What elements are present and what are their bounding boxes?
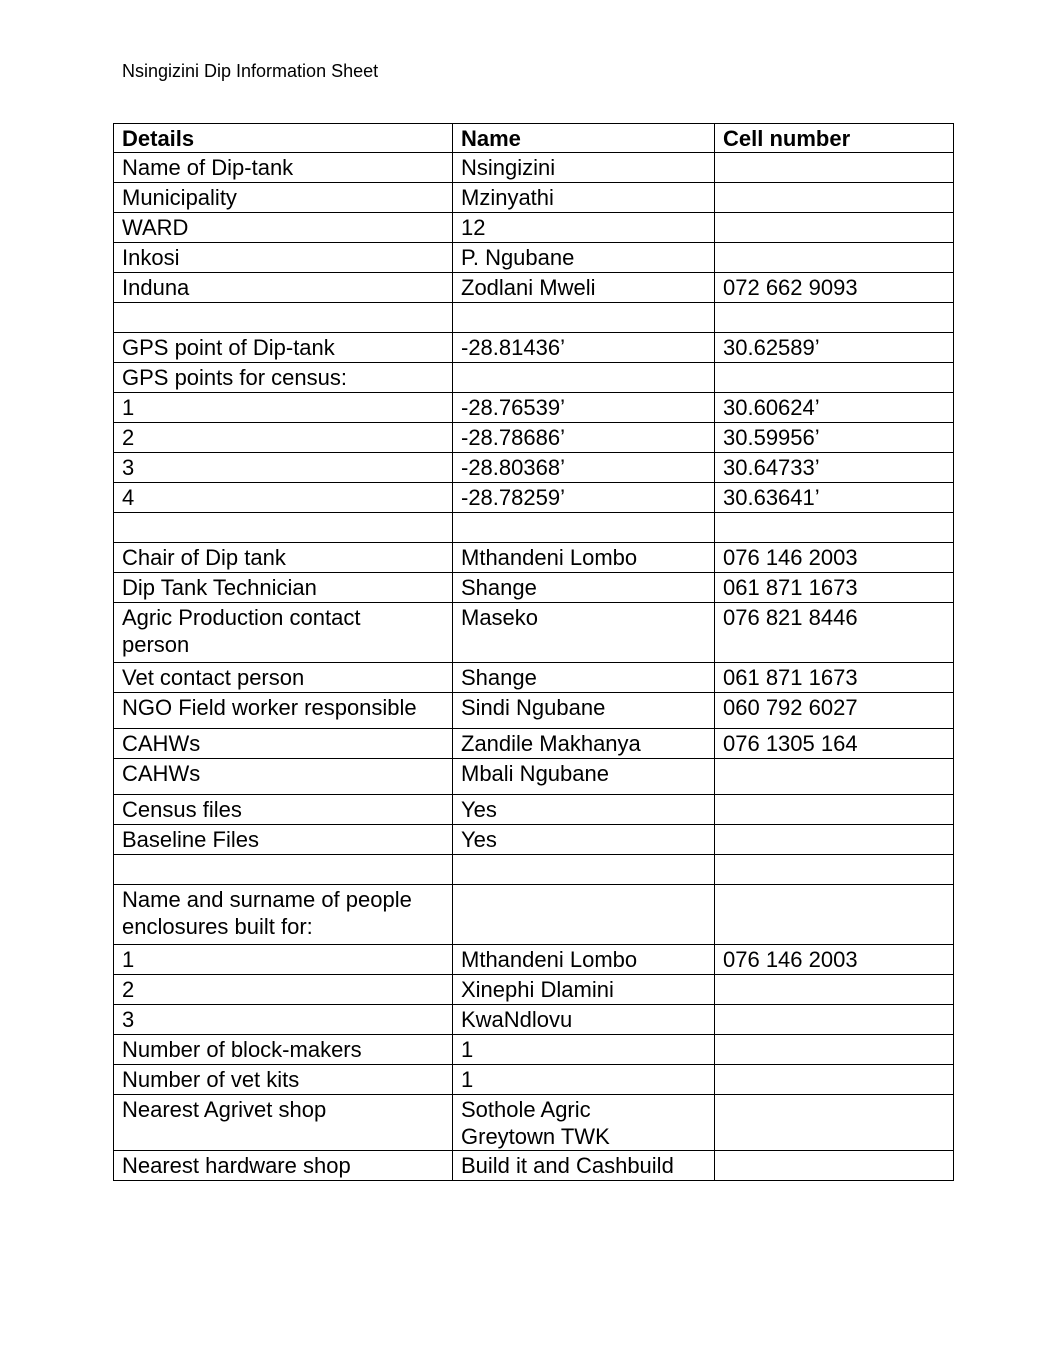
cell-number-cell: 30.60624’ (715, 393, 954, 423)
name-cell: P. Ngubane (453, 243, 715, 273)
name-cell: -28.78259’ (453, 483, 715, 513)
cell-number-cell (715, 183, 954, 213)
detail-cell (114, 303, 453, 333)
detail-cell: 4 (114, 483, 453, 513)
table-body (114, 153, 954, 1181)
table-row (114, 483, 954, 513)
detail-cell: Name and surname of people enclosures built for: (114, 885, 453, 945)
cell-number-cell (715, 213, 954, 243)
cell-number-cell (715, 1005, 954, 1035)
cell-number-cell: 061 871 1673 (715, 573, 954, 603)
cell-number-cell: 30.63641’ (715, 483, 954, 513)
name-cell: Yes (453, 795, 715, 825)
detail-cell: GPS point of Dip-tank (114, 333, 453, 363)
cell-number-cell (715, 759, 954, 795)
name-cell (453, 885, 715, 945)
sheet-title: Nsingizini Dip Information Sheet (122, 61, 379, 81)
detail-cell: Name of Dip-tank (114, 153, 453, 183)
name-cell: Maseko (453, 603, 715, 663)
header-details: Details (114, 124, 453, 153)
cell-number-cell: 30.64733’ (715, 453, 954, 483)
name-cell: Sindi Ngubane (453, 693, 715, 729)
detail-cell: Baseline Files (114, 825, 453, 855)
detail-cell: 1 (114, 945, 453, 975)
detail-cell: WARD (114, 213, 453, 243)
table-row (114, 273, 954, 303)
detail-cell: CAHWs (114, 759, 453, 795)
name-cell: 12 (453, 213, 715, 243)
cell-number-cell: 076 1305 164 (715, 729, 954, 759)
cell-number-cell (715, 1095, 954, 1151)
name-cell: Shange (453, 573, 715, 603)
cell-number-cell (715, 1151, 954, 1181)
table-row (114, 213, 954, 243)
detail-cell: GPS points for census: (114, 363, 453, 393)
table-row (114, 825, 954, 855)
table-row (114, 945, 954, 975)
table-row (114, 573, 954, 603)
detail-cell: Dip Tank Technician (114, 573, 453, 603)
table-row (114, 795, 954, 825)
name-cell: Mbali Ngubane (453, 759, 715, 795)
name-cell (453, 855, 715, 885)
table-row (114, 453, 954, 483)
detail-cell: Agric Production contact person (114, 603, 453, 663)
table-row (114, 243, 954, 273)
info-table (113, 123, 954, 1181)
detail-cell: Number of vet kits (114, 1065, 453, 1095)
detail-cell: Nearest Agrivet shop (114, 1095, 453, 1151)
cell-number-cell (715, 885, 954, 945)
table-row (114, 333, 954, 363)
detail-cell: Vet contact person (114, 663, 453, 693)
header-name: Name (453, 124, 715, 153)
table-row (114, 603, 954, 663)
cell-number-cell (715, 363, 954, 393)
table-row (114, 663, 954, 693)
detail-cell: NGO Field worker responsible (114, 693, 453, 729)
table-row (114, 729, 954, 759)
name-cell: Mzinyathi (453, 183, 715, 213)
name-cell: Sothole Agric Greytown TWK (453, 1095, 715, 1151)
table-row (114, 759, 954, 795)
detail-cell: Number of block-makers (114, 1035, 453, 1065)
detail-cell: 2 (114, 423, 453, 453)
name-cell: Zodlani Mweli (453, 273, 715, 303)
cell-number-cell: 072 662 9093 (715, 273, 954, 303)
cell-number-cell (715, 303, 954, 333)
cell-number-cell: 076 821 8446 (715, 603, 954, 663)
detail-cell: Induna (114, 273, 453, 303)
table-row (114, 975, 954, 1005)
name-cell: Mthandeni Lombo (453, 543, 715, 573)
detail-cell: CAHWs (114, 729, 453, 759)
detail-cell: 1 (114, 393, 453, 423)
name-cell: 1 (453, 1035, 715, 1065)
detail-cell (114, 513, 453, 543)
cell-number-cell (715, 795, 954, 825)
table-row (114, 1005, 954, 1035)
name-cell: Xinephi Dlamini (453, 975, 715, 1005)
table-row (114, 303, 954, 333)
table-row (114, 363, 954, 393)
detail-cell: Municipality (114, 183, 453, 213)
table-row (114, 1095, 954, 1151)
cell-number-cell: 30.59956’ (715, 423, 954, 453)
cell-number-cell (715, 1035, 954, 1065)
table-row (114, 1035, 954, 1065)
name-cell: -28.76539’ (453, 393, 715, 423)
table-row (114, 693, 954, 729)
name-cell: Zandile Makhanya (453, 729, 715, 759)
table-row (114, 543, 954, 573)
header-cell-number: Cell number (715, 124, 954, 153)
cell-number-cell: 061 871 1673 (715, 663, 954, 693)
table-row (114, 423, 954, 453)
name-cell (453, 513, 715, 543)
cell-number-cell: 060 792 6027 (715, 693, 954, 729)
detail-cell (114, 855, 453, 885)
name-cell: -28.78686’ (453, 423, 715, 453)
table-row (114, 153, 954, 183)
name-cell: Build it and Cashbuild (453, 1151, 715, 1181)
table-row (114, 885, 954, 945)
cell-number-cell (715, 825, 954, 855)
cell-number-cell (715, 1065, 954, 1095)
table-row (114, 513, 954, 543)
detail-cell: Nearest hardware shop (114, 1151, 453, 1181)
name-cell: Shange (453, 663, 715, 693)
cell-number-cell (715, 243, 954, 273)
name-cell: Nsingizini (453, 153, 715, 183)
table-row (114, 855, 954, 885)
table-row (114, 183, 954, 213)
cell-number-cell: 076 146 2003 (715, 543, 954, 573)
name-cell (453, 303, 715, 333)
header-row (114, 124, 954, 153)
name-cell: -28.80368’ (453, 453, 715, 483)
name-cell: Mthandeni Lombo (453, 945, 715, 975)
detail-cell: 3 (114, 1005, 453, 1035)
detail-cell: Census files (114, 795, 453, 825)
name-cell: KwaNdlovu (453, 1005, 715, 1035)
cell-number-cell (715, 513, 954, 543)
detail-cell: Inkosi (114, 243, 453, 273)
table-row (114, 393, 954, 423)
name-cell (453, 363, 715, 393)
cell-number-cell (715, 975, 954, 1005)
detail-cell: 2 (114, 975, 453, 1005)
name-cell: 1 (453, 1065, 715, 1095)
name-cell: Yes (453, 825, 715, 855)
name-cell: -28.81436’ (453, 333, 715, 363)
cell-number-cell (715, 855, 954, 885)
cell-number-cell: 30.62589’ (715, 333, 954, 363)
detail-cell: Chair of Dip tank (114, 543, 453, 573)
table-row (114, 1151, 954, 1181)
cell-number-cell (715, 153, 954, 183)
detail-cell: 3 (114, 453, 453, 483)
cell-number-cell: 076 146 2003 (715, 945, 954, 975)
table-row (114, 1065, 954, 1095)
